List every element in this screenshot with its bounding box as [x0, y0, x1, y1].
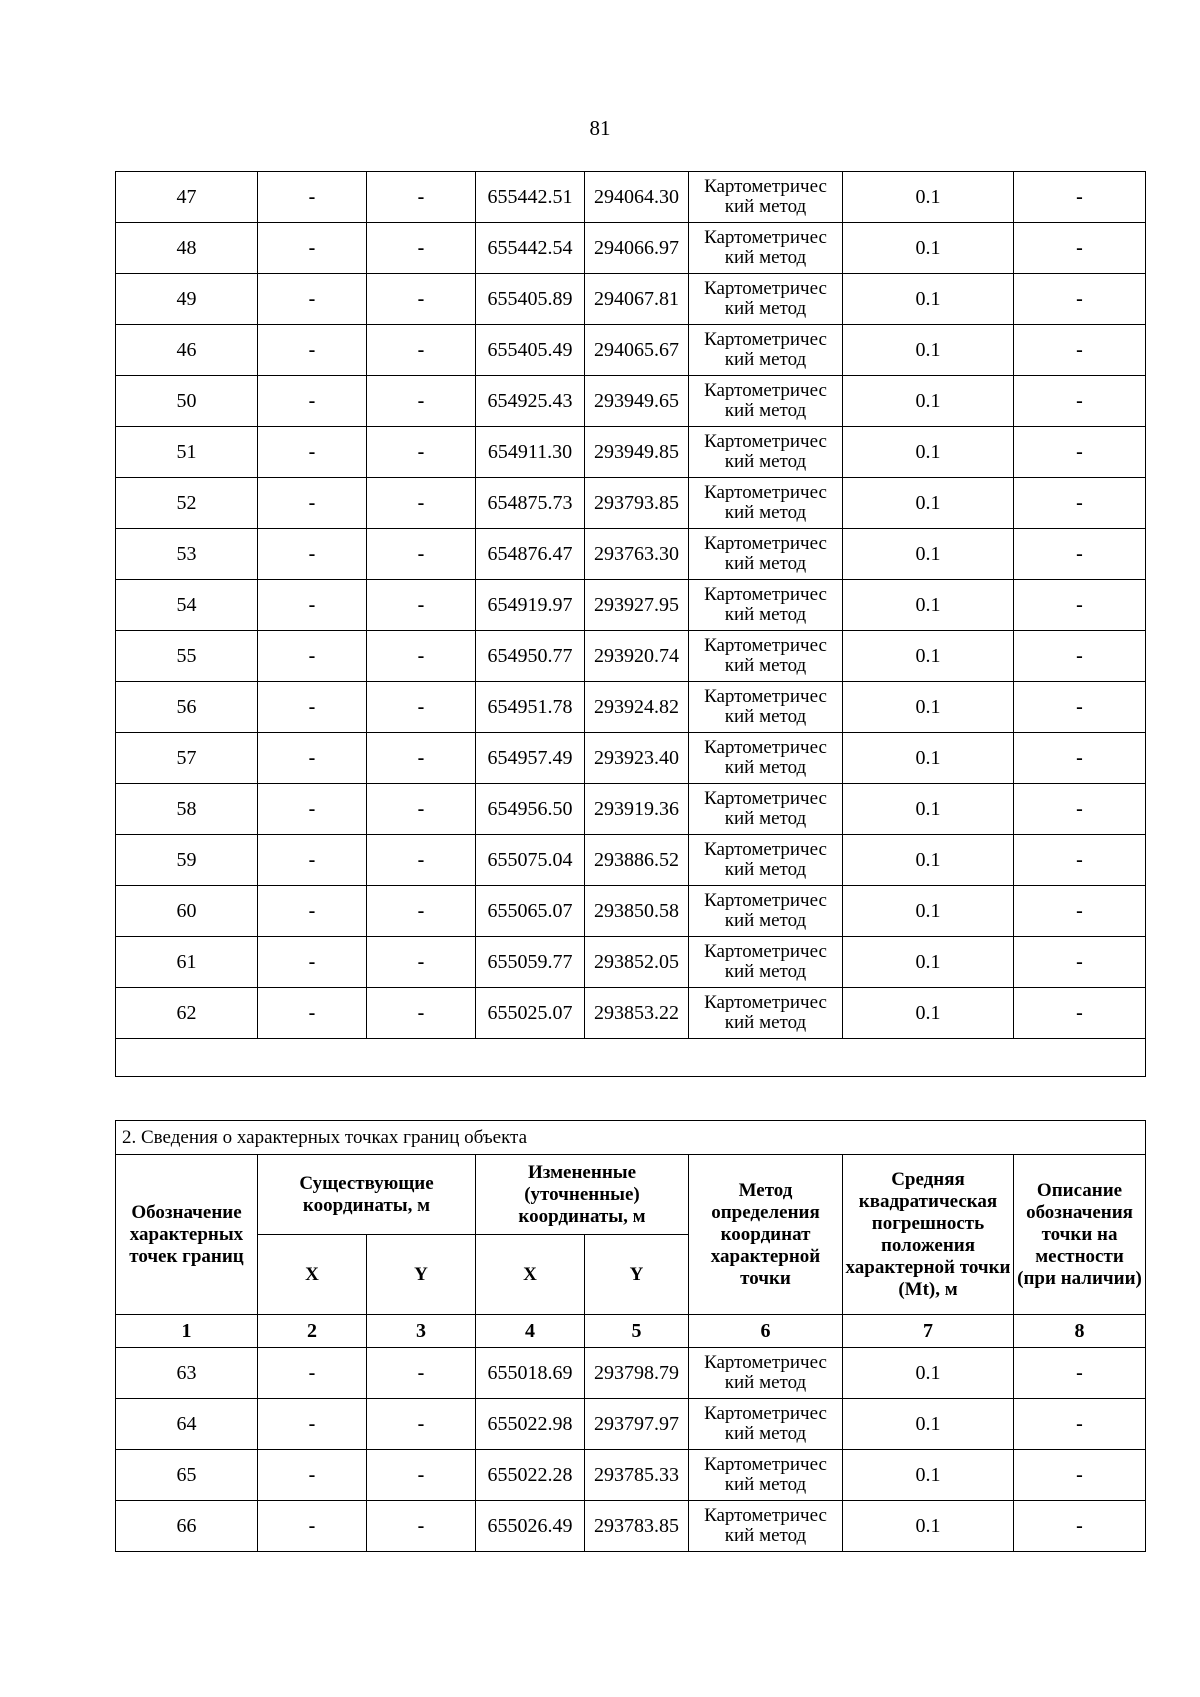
table-row: [116, 172, 1146, 223]
existing-x-cell: -: [258, 1501, 367, 1552]
boundary-points-table: [115, 1120, 1146, 1552]
table-row: [116, 631, 1146, 682]
column-number: 8: [1014, 1315, 1146, 1348]
x-coordinate-cell: 655018.69: [476, 1348, 585, 1399]
point-number-cell: 51: [116, 427, 258, 478]
column-number: 5: [585, 1315, 689, 1348]
y-coordinate-cell: 293852.05: [585, 937, 689, 988]
y-coordinate-cell: 293850.58: [585, 886, 689, 937]
method-cell: Картометричес кий метод: [689, 1348, 843, 1399]
point-number-cell: 63: [116, 1348, 258, 1399]
x-coordinate-cell: 655026.49: [476, 1501, 585, 1552]
mt-cell: 0.1: [843, 274, 1014, 325]
point-number-cell: 60: [116, 886, 258, 937]
point-number-cell: 56: [116, 682, 258, 733]
point-number-cell: 61: [116, 937, 258, 988]
table-row: [116, 784, 1146, 835]
point-number-cell: 65: [116, 1450, 258, 1501]
description-cell: -: [1014, 631, 1146, 682]
table-row: [116, 1348, 1146, 1399]
existing-y-cell: -: [367, 682, 476, 733]
mt-cell: 0.1: [843, 325, 1014, 376]
method-cell: Картометричес кий метод: [689, 1501, 843, 1552]
header-existing-x: X: [258, 1235, 367, 1315]
mt-cell: 0.1: [843, 1399, 1014, 1450]
description-cell: -: [1014, 427, 1146, 478]
method-cell: Картометричес кий метод: [689, 1399, 843, 1450]
description-cell: -: [1014, 835, 1146, 886]
y-coordinate-cell: 294066.97: [585, 223, 689, 274]
description-cell: -: [1014, 733, 1146, 784]
x-coordinate-cell: 655065.07: [476, 886, 585, 937]
method-cell: Картометричес кий метод: [689, 682, 843, 733]
x-coordinate-cell: 655442.51: [476, 172, 585, 223]
description-cell: -: [1014, 325, 1146, 376]
existing-x-cell: -: [258, 937, 367, 988]
y-coordinate-cell: 293949.65: [585, 376, 689, 427]
y-coordinate-cell: 293793.85: [585, 478, 689, 529]
header-mt: Средняя квадратическая погрешность положения характерной точки (Mt), м: [843, 1155, 1014, 1315]
y-coordinate-cell: 294064.30: [585, 172, 689, 223]
point-number-cell: 57: [116, 733, 258, 784]
method-cell: Картометричес кий метод: [689, 325, 843, 376]
y-coordinate-cell: 293927.95: [585, 580, 689, 631]
x-coordinate-cell: 655059.77: [476, 937, 585, 988]
x-coordinate-cell: 654925.43: [476, 376, 585, 427]
existing-x-cell: -: [258, 172, 367, 223]
table-empty-row: [116, 1039, 1146, 1077]
existing-x-cell: -: [258, 274, 367, 325]
point-number-cell: 48: [116, 223, 258, 274]
header-existing: Существующие координаты, м: [258, 1155, 476, 1235]
table-row: [116, 682, 1146, 733]
existing-y-cell: -: [367, 1501, 476, 1552]
header-desc: Описание обозначения точки на местности (при наличии): [1014, 1155, 1146, 1315]
header-existing-y: Y: [367, 1235, 476, 1315]
existing-x-cell: -: [258, 886, 367, 937]
y-coordinate-cell: 293797.97: [585, 1399, 689, 1450]
mt-cell: 0.1: [843, 733, 1014, 784]
existing-x-cell: -: [258, 223, 367, 274]
table-row: [116, 835, 1146, 886]
description-cell: -: [1014, 1501, 1146, 1552]
method-cell: Картометричес кий метод: [689, 835, 843, 886]
description-cell: -: [1014, 580, 1146, 631]
x-coordinate-cell: 655022.98: [476, 1399, 585, 1450]
description-cell: -: [1014, 1450, 1146, 1501]
method-cell: Картометричес кий метод: [689, 427, 843, 478]
x-coordinate-cell: 655025.07: [476, 988, 585, 1039]
point-number-cell: 66: [116, 1501, 258, 1552]
existing-y-cell: -: [367, 478, 476, 529]
method-cell: Картометричес кий метод: [689, 223, 843, 274]
column-number: 7: [843, 1315, 1014, 1348]
method-cell: Картометричес кий метод: [689, 172, 843, 223]
description-cell: -: [1014, 223, 1146, 274]
y-coordinate-cell: 293923.40: [585, 733, 689, 784]
table-row: [116, 733, 1146, 784]
mt-cell: 0.1: [843, 223, 1014, 274]
existing-y-cell: -: [367, 1450, 476, 1501]
method-cell: Картометричес кий метод: [689, 733, 843, 784]
mt-cell: 0.1: [843, 529, 1014, 580]
y-coordinate-cell: 293763.30: [585, 529, 689, 580]
mt-cell: 0.1: [843, 1501, 1014, 1552]
x-coordinate-cell: 655022.28: [476, 1450, 585, 1501]
x-coordinate-cell: 654919.97: [476, 580, 585, 631]
existing-y-cell: -: [367, 1399, 476, 1450]
column-number: 1: [116, 1315, 258, 1348]
existing-x-cell: -: [258, 478, 367, 529]
page-number: 81: [589, 116, 611, 140]
mt-cell: 0.1: [843, 886, 1014, 937]
x-coordinate-cell: 654957.49: [476, 733, 585, 784]
existing-y-cell: -: [367, 529, 476, 580]
description-cell: -: [1014, 1348, 1146, 1399]
table-row: [116, 988, 1146, 1039]
table-row: [116, 937, 1146, 988]
table-row: [116, 1450, 1146, 1501]
existing-x-cell: -: [258, 988, 367, 1039]
mt-cell: 0.1: [843, 427, 1014, 478]
description-cell: -: [1014, 988, 1146, 1039]
point-number-cell: 50: [116, 376, 258, 427]
existing-y-cell: -: [367, 274, 476, 325]
description-cell: -: [1014, 937, 1146, 988]
coordinates-table-continued: [115, 171, 1146, 1077]
x-coordinate-cell: 655405.89: [476, 274, 585, 325]
mt-cell: 0.1: [843, 631, 1014, 682]
header-row-1: [116, 1155, 1146, 1235]
y-coordinate-cell: 294067.81: [585, 274, 689, 325]
x-coordinate-cell: 654875.73: [476, 478, 585, 529]
table-row: [116, 223, 1146, 274]
y-coordinate-cell: 293783.85: [585, 1501, 689, 1552]
y-coordinate-cell: 294065.67: [585, 325, 689, 376]
existing-x-cell: -: [258, 376, 367, 427]
existing-x-cell: -: [258, 682, 367, 733]
method-cell: Картометричес кий метод: [689, 529, 843, 580]
section-title-row: [116, 1121, 1146, 1155]
x-coordinate-cell: 654956.50: [476, 784, 585, 835]
existing-x-cell: -: [258, 784, 367, 835]
x-coordinate-cell: 654950.77: [476, 631, 585, 682]
method-cell: Картометричес кий метод: [689, 376, 843, 427]
y-coordinate-cell: 293920.74: [585, 631, 689, 682]
existing-x-cell: -: [258, 1450, 367, 1501]
column-number: 2: [258, 1315, 367, 1348]
existing-y-cell: -: [367, 223, 476, 274]
x-coordinate-cell: 655405.49: [476, 325, 585, 376]
existing-x-cell: -: [258, 529, 367, 580]
mt-cell: 0.1: [843, 988, 1014, 1039]
header-point: Обозначение характерных точек границ: [116, 1155, 258, 1315]
existing-y-cell: -: [367, 580, 476, 631]
table-row: [116, 886, 1146, 937]
mt-cell: 0.1: [843, 1348, 1014, 1399]
mt-cell: 0.1: [843, 478, 1014, 529]
method-cell: Картометричес кий метод: [689, 886, 843, 937]
y-coordinate-cell: 293853.22: [585, 988, 689, 1039]
existing-x-cell: -: [258, 835, 367, 886]
point-number-cell: 62: [116, 988, 258, 1039]
column-number: 3: [367, 1315, 476, 1348]
existing-x-cell: -: [258, 1348, 367, 1399]
existing-y-cell: -: [367, 784, 476, 835]
method-cell: Картометричес кий метод: [689, 988, 843, 1039]
existing-x-cell: -: [258, 733, 367, 784]
existing-y-cell: -: [367, 886, 476, 937]
y-coordinate-cell: 293924.82: [585, 682, 689, 733]
header-changed: Измененные (уточненные) координаты, м: [476, 1155, 689, 1235]
existing-x-cell: -: [258, 631, 367, 682]
existing-x-cell: -: [258, 1399, 367, 1450]
existing-y-cell: -: [367, 988, 476, 1039]
y-coordinate-cell: 293886.52: [585, 835, 689, 886]
method-cell: Картометричес кий метод: [689, 1450, 843, 1501]
y-coordinate-cell: 293949.85: [585, 427, 689, 478]
method-cell: Картометричес кий метод: [689, 478, 843, 529]
table-row: [116, 478, 1146, 529]
table-row: [116, 274, 1146, 325]
column-number: 6: [689, 1315, 843, 1348]
mt-cell: 0.1: [843, 682, 1014, 733]
table-row: [116, 376, 1146, 427]
table-row: [116, 580, 1146, 631]
existing-y-cell: -: [367, 733, 476, 784]
y-coordinate-cell: 293919.36: [585, 784, 689, 835]
existing-y-cell: -: [367, 937, 476, 988]
table-row: [116, 1399, 1146, 1450]
existing-x-cell: -: [258, 580, 367, 631]
header-changed-x: X: [476, 1235, 585, 1315]
description-cell: -: [1014, 1399, 1146, 1450]
point-number-cell: 55: [116, 631, 258, 682]
y-coordinate-cell: 293785.33: [585, 1450, 689, 1501]
table-row: [116, 1501, 1146, 1552]
existing-x-cell: -: [258, 427, 367, 478]
x-coordinate-cell: 654951.78: [476, 682, 585, 733]
point-number-cell: 64: [116, 1399, 258, 1450]
mt-cell: 0.1: [843, 937, 1014, 988]
empty-cell: [116, 1039, 1146, 1077]
existing-x-cell: -: [258, 325, 367, 376]
description-cell: -: [1014, 172, 1146, 223]
column-number: 4: [476, 1315, 585, 1348]
point-number-cell: 54: [116, 580, 258, 631]
y-coordinate-cell: 293798.79: [585, 1348, 689, 1399]
mt-cell: 0.1: [843, 376, 1014, 427]
existing-y-cell: -: [367, 325, 476, 376]
mt-cell: 0.1: [843, 784, 1014, 835]
x-coordinate-cell: 655442.54: [476, 223, 585, 274]
existing-y-cell: -: [367, 376, 476, 427]
method-cell: Картометричес кий метод: [689, 274, 843, 325]
method-cell: Картометричес кий метод: [689, 580, 843, 631]
method-cell: Картометричес кий метод: [689, 937, 843, 988]
existing-y-cell: -: [367, 835, 476, 886]
point-number-cell: 53: [116, 529, 258, 580]
method-cell: Картометричес кий метод: [689, 631, 843, 682]
section-title: 2. Сведения о характерных точках границ объекта: [116, 1121, 1146, 1155]
method-cell: Картометричес кий метод: [689, 784, 843, 835]
table-row: [116, 427, 1146, 478]
existing-y-cell: -: [367, 427, 476, 478]
existing-y-cell: -: [367, 631, 476, 682]
point-number-cell: 52: [116, 478, 258, 529]
point-number-cell: 59: [116, 835, 258, 886]
description-cell: -: [1014, 376, 1146, 427]
header-changed-y: Y: [585, 1235, 689, 1315]
description-cell: -: [1014, 529, 1146, 580]
column-numbers-row: [116, 1315, 1146, 1348]
description-cell: -: [1014, 274, 1146, 325]
x-coordinate-cell: 654911.30: [476, 427, 585, 478]
point-number-cell: 58: [116, 784, 258, 835]
table-row: [116, 529, 1146, 580]
header-method: Метод определения координат характерной точки: [689, 1155, 843, 1315]
existing-y-cell: -: [367, 172, 476, 223]
mt-cell: 0.1: [843, 835, 1014, 886]
point-number-cell: 49: [116, 274, 258, 325]
mt-cell: 0.1: [843, 172, 1014, 223]
description-cell: -: [1014, 682, 1146, 733]
description-cell: -: [1014, 784, 1146, 835]
point-number-cell: 47: [116, 172, 258, 223]
mt-cell: 0.1: [843, 580, 1014, 631]
description-cell: -: [1014, 886, 1146, 937]
x-coordinate-cell: 654876.47: [476, 529, 585, 580]
mt-cell: 0.1: [843, 1450, 1014, 1501]
existing-y-cell: -: [367, 1348, 476, 1399]
table-row: [116, 325, 1146, 376]
point-number-cell: 46: [116, 325, 258, 376]
description-cell: -: [1014, 478, 1146, 529]
x-coordinate-cell: 655075.04: [476, 835, 585, 886]
